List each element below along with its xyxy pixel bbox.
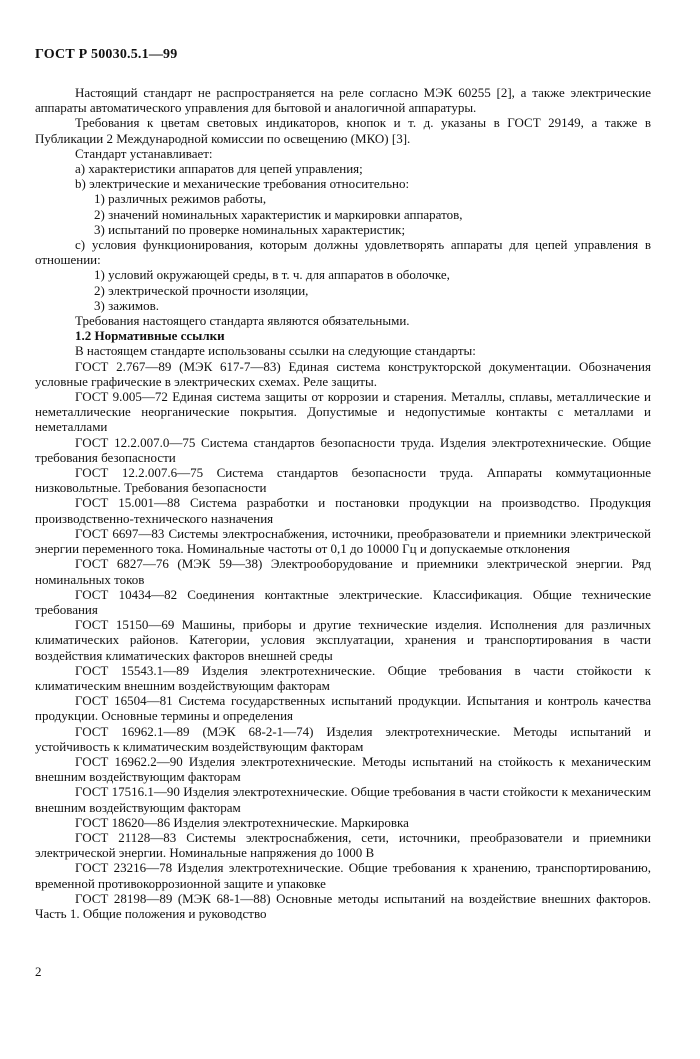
- sub-list-item: 2) значений номинальных характеристик и маркировки аппаратов,: [94, 206, 463, 222]
- paragraph: Стандарт устанавливает:: [75, 145, 213, 161]
- normative-reference: ГОСТ 15150—69 Машины, приборы и другие технические изделия. Исполнения для различных климатических районов. Категории, условия эксплуатации, хранения и транспортирования в части воздействия климатических факторов внешней среды: [35, 617, 651, 663]
- normative-reference: ГОСТ 16962.1—89 (МЭК 68-2-1—74) Изделия электротехнические. Методы испытаний и устойчивость к климатическим воздействующим факторам: [35, 723, 651, 754]
- normative-reference: ГОСТ 10434—82 Соединения контактные электрические. Классификация. Общие технические требования: [35, 586, 651, 617]
- paragraph: Требования к цветам световых индикаторов, кнопок и т. д. указаны в ГОСТ 29149, а также в Публикации 2 Международной комиссии по освещению (МКО) [3].: [35, 115, 651, 146]
- normative-reference: ГОСТ 16504—81 Система государственных испытаний продукции. Испытания и контроль качества продукции. Основные термины и определения: [35, 693, 651, 724]
- page-number: 2: [35, 964, 42, 979]
- sub-list-item: 3) зажимов.: [94, 297, 160, 313]
- normative-reference: ГОСТ 15.001—88 Система разработки и постановки продукции на производство. Продукция производственно-технического назначения: [35, 495, 651, 526]
- normative-reference: ГОСТ 12.2.007.6—75 Система стандартов безопасности труда. Аппараты коммутационные низковольтные. Требования безопасности: [35, 465, 651, 496]
- paragraph: Требования настоящего стандарта являются обязательными.: [75, 313, 410, 329]
- normative-reference: ГОСТ 6827—76 (МЭК 59—38) Электрооборудование и приемники электрической энергии. Ряд номинальных токов: [35, 556, 651, 587]
- normative-reference: ГОСТ 6697—83 Системы электроснабжения, источники, преобразователи и приемники электрической энергии переменного тока. Номинальные частоты от 0,1 до 10000 Гц и допускаемые отклонения: [35, 525, 651, 557]
- normative-reference: ГОСТ 21128—83 Системы электроснабжения, сети, источники, преобразователи и приемники электрической энергии. Номинальные напряжения до 1000 В: [35, 829, 651, 861]
- list-item: а) характеристики аппаратов для цепей управления;: [75, 161, 363, 177]
- paragraph: В настоящем стандарте использованы ссылки на следующие стандарты:: [75, 343, 476, 359]
- list-item: с) условия функционирования, которым должны удовлетворять аппараты для цепей управления в отношении:: [35, 237, 651, 268]
- document-body: [35, 85, 651, 921]
- normative-reference: ГОСТ 18620—86 Изделия электротехнические. Маркировка: [75, 814, 409, 830]
- normative-reference: ГОСТ 15543.1—89 Изделия электротехнические. Общие требования в части стойкости к климатическим внешним воздействующим факторам: [35, 662, 651, 693]
- list-item: b) электрические и механические требования относительно:: [75, 176, 410, 192]
- normative-reference: ГОСТ 28198—89 (МЭК 68-1—88) Основные методы испытаний на воздействие внешних факторов. Часть 1. Общие положения и руководство: [35, 890, 651, 921]
- normative-reference: ГОСТ 12.2.007.0—75 Система стандартов безопасности труда. Изделия электротехнические. Общие требования безопасности: [35, 434, 651, 465]
- normative-reference: ГОСТ 2.767—89 (МЭК 617-7—83) Единая система конструкторской документации. Обозначения условные графические в электрических схемах. Реле защиты.: [35, 358, 651, 389]
- normative-reference: ГОСТ 23216—78 Изделия электротехнические. Общие требования к хранению, транспортированию, временной противокоррозионной защите и упаковке: [35, 860, 651, 891]
- normative-reference: ГОСТ 16962.2—90 Изделия электротехнические. Методы испытаний на стойкость к механическим внешним воздействующим факторам: [35, 753, 651, 785]
- normative-reference: ГОСТ 17516.1—90 Изделия электротехнические. Общие требования в части стойкости к механическим внешним воздействующим факторам: [35, 784, 651, 815]
- sub-list-item: 1) условий окружающей среды, в т. ч. для аппаратов в оболочке,: [94, 267, 450, 283]
- normative-reference: ГОСТ 9.005—72 Единая система защиты от коррозии и старения. Металлы, сплавы, металлические и неметаллические неорганические покрытия. Допустимые и недопустимые контакты с металлами и неметаллами: [35, 389, 651, 435]
- sub-list-item: 3) испытаний по проверке номинальных характеристик;: [94, 221, 406, 237]
- document-header: ГОСТ Р 50030.5.1—99: [35, 47, 178, 62]
- sub-list-item: 2) электрической прочности изоляции,: [94, 282, 309, 298]
- paragraph: Настоящий стандарт не распространяется на реле согласно МЭК 60255 [2], а также электрические аппараты автоматического управления для бытовой и аналогичной аппаратуры.: [35, 85, 651, 116]
- sub-list-item: 1) различных режимов работы,: [94, 191, 267, 207]
- section-heading: 1.2 Нормативные ссылки: [75, 328, 225, 344]
